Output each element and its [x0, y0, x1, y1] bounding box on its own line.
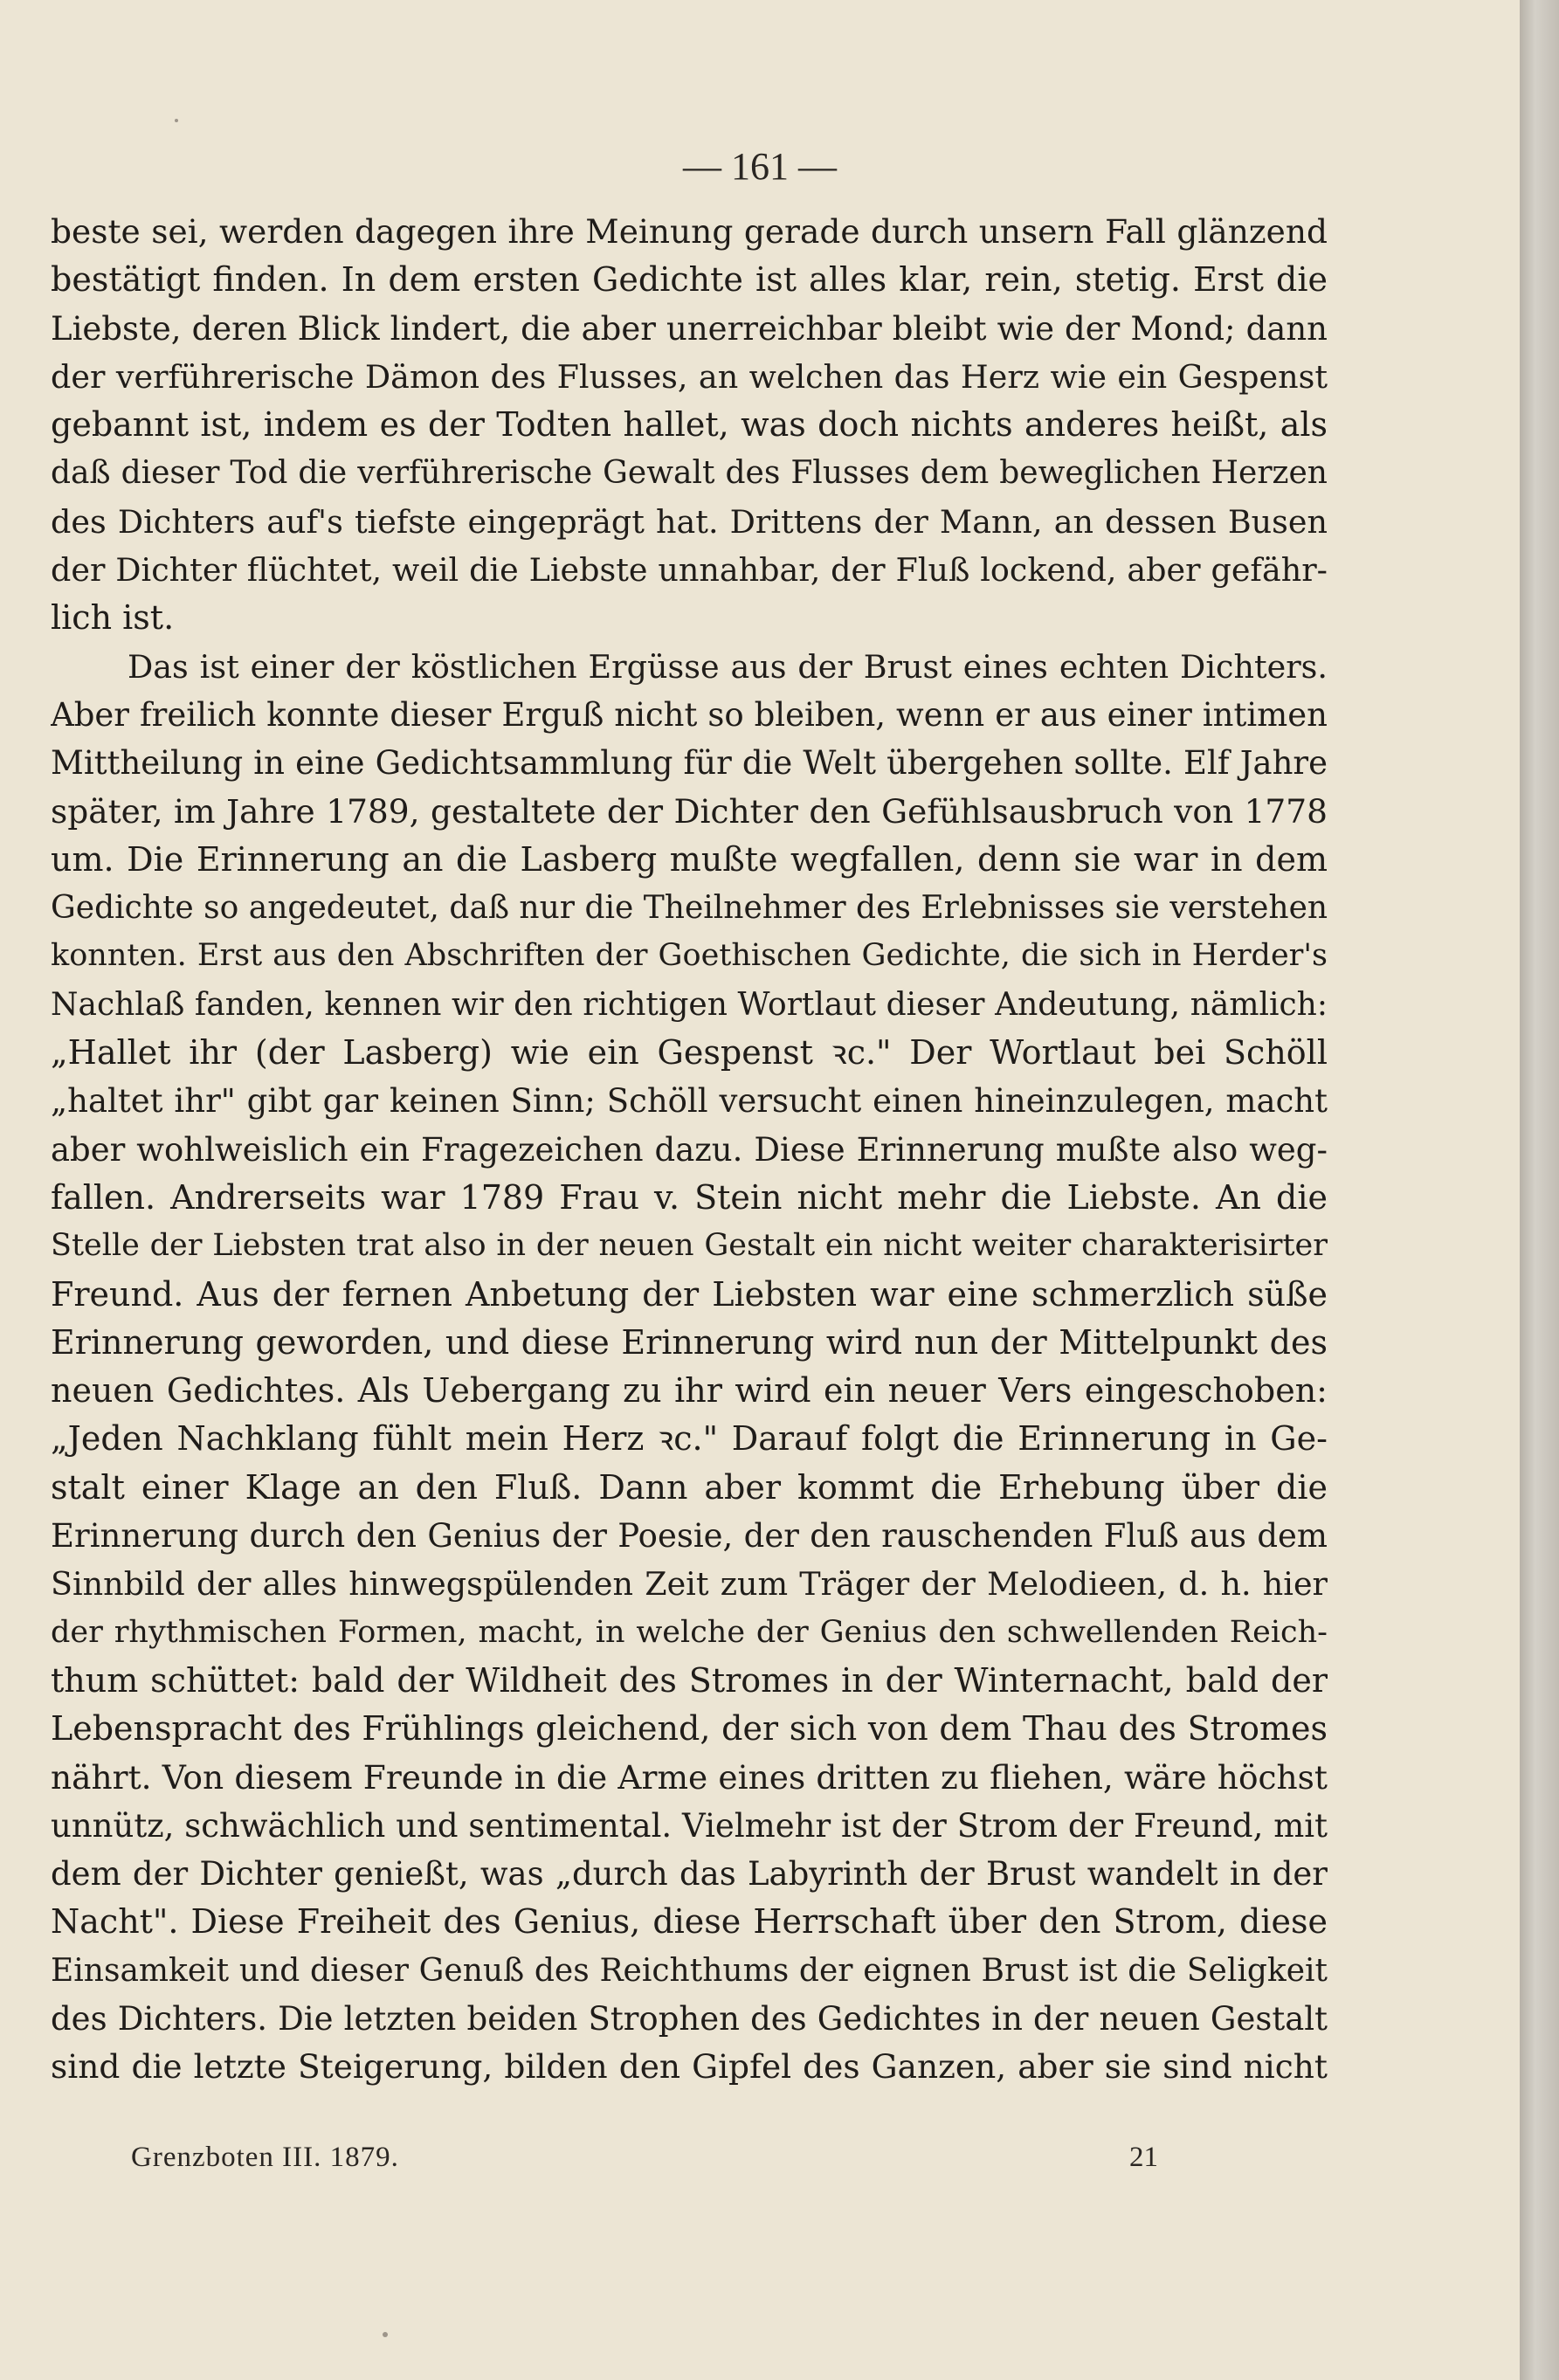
text-line: beste sei, werden dagegen ihre Meinung gerade durch unsern Fall glänzend [51, 212, 1328, 251]
paper-speck [383, 2332, 388, 2337]
text-line: des Dichters. Die letzten beiden Strophen des Gedichtes in der neuen Gestalt [51, 1999, 1328, 2038]
page-number-header: — 161 — [683, 145, 837, 188]
text-line: gebannt ist, indem es der Todten hallet, was doch nichts anderes heißt, als [51, 405, 1328, 445]
text-line: Liebste, deren Blick lindert, die aber unerreichbar bleibt wie der Mond; dann [51, 309, 1328, 348]
text-line: Stelle der Liebsten trat also in der neuen Gestalt ein nicht weiter charakterisirter [51, 1228, 1328, 1264]
text-line: Aber freilich konnte dieser Erguß nicht so bleiben, wenn er aus einer intimen [51, 695, 1328, 734]
sheet-number: 21 [1129, 2142, 1158, 2173]
body-text [51, 208, 1328, 2092]
text-line: der verführerische Dämon des Flusses, an welchen das Herz wie ein Gespenst [51, 357, 1328, 396]
text-line: sind die letzte Steigerung, bilden den Gipfel des Ganzen, aber sie sind nicht [51, 2047, 1328, 2087]
text-line: stalt einer Klage an den Fluß. Dann aber kommt die Erhebung über die [51, 1467, 1328, 1507]
text-line: später, im Jahre 1789, gestaltete der Dichter den Gefühlsausbruch von 1778 [51, 791, 1328, 831]
text-line: thum schüttet: bald der Wildheit des Stromes in der Winternacht, bald der [51, 1660, 1328, 1700]
text-line: dem der Dichter genießt, was „durch das Labyrinth der Brust wandelt in der [51, 1855, 1328, 1894]
text-line: des Dichters auf's tiefste eingeprägt hat. Drittens der Mann, an dessen Busen [51, 502, 1328, 541]
journal-signature: Grenzboten III. 1879. [131, 2142, 399, 2173]
text-line: Mittheilung in eine Gedichtsammlung für die Welt übergehen sollte. Elf Jahre [51, 744, 1328, 783]
text-line: der rhythmischen Formen, macht, in welche der Genius den schwellenden Reich- [51, 1614, 1328, 1650]
paper-speck [175, 119, 178, 122]
text-line: Sinnbild der alles hinwegspülenden Zeit zum Träger der Melodieen, d. h. hier [51, 1565, 1328, 1604]
text-line: daß dieser Tod die verführerische Gewalt des Flusses dem beweglichen Herzen [51, 455, 1328, 492]
text-line: Einsamkeit und dieser Genuß des Reichthums der eignen Brust ist die Seligkeit [51, 1952, 1328, 1989]
page-edge [1520, 0, 1559, 2380]
text-line: unnütz, schwächlich und sentimental. Vielmehr ist der Strom der Freund, mit [51, 1806, 1328, 1845]
text-line: „Hallet ihr (der Lasberg) wie ein Gespenst ꝛc." Der Wortlaut bei Schöll [51, 1033, 1328, 1073]
text-line: nährt. Von diesem Freunde in die Arme eines dritten zu fliehen, wäre höchst [51, 1757, 1328, 1797]
text-line: „haltet ihr" gibt gar keinen Sinn; Schöll versucht einen hineinzulegen, macht [51, 1082, 1328, 1121]
text-line: Das ist einer der köstlichen Ergüsse aus der Brust eines echten Dichters. [128, 647, 1328, 686]
text-line: konnten. Erst aus den Abschriften der Goethischen Gedichte, die sich in Herder's [51, 938, 1328, 974]
text-line: Nachlaß fanden, kennen wir den richtigen Wortlaut dieser Andeutung, nämlich: [51, 986, 1328, 1023]
text-line: „Jeden Nachklang fühlt mein Herz ꝛc." Darauf folgt die Erinnerung in Ge- [51, 1419, 1328, 1459]
text-line: der Dichter flüchtet, weil die Liebste unnahbar, der Fluß lockend, aber gefähr- [51, 551, 1328, 590]
text-line: Gedichte so angedeutet, daß nur die Theilnehmer des Erlebnisses sie verstehen [51, 890, 1328, 927]
text-line: lich ist. [51, 598, 175, 638]
text-line: Nacht". Diese Freiheit des Genius, diese Herrschaft über den Strom, diese [51, 1902, 1328, 1942]
text-line: fallen. Andrerseits war 1789 Frau v. Stein nicht mehr die Liebste. An die [51, 1177, 1328, 1217]
text-line: neuen Gedichtes. Als Uebergang zu ihr wird ein neuer Vers eingeschoben: [51, 1371, 1328, 1411]
text-line: Erinnerung durch den Genius der Poesie, der den rauschenden Fluß aus dem [51, 1517, 1328, 1556]
text-line: Lebenspracht des Frühlings gleichend, der sich von dem Thau des Stromes [51, 1709, 1328, 1749]
text-line: aber wohlweislich ein Fragezeichen dazu. Diese Erinnerung mußte also weg- [51, 1130, 1328, 1169]
text-line: Erinnerung geworden, und diese Erinnerung wird nun der Mittelpunkt des [51, 1322, 1328, 1362]
text-line: um. Die Erinnerung an die Lasberg mußte wegfallen, denn sie war in dem [51, 839, 1328, 879]
text-line: bestätigt finden. In dem ersten Gedichte ist alles klar, rein, stetig. Erst die [51, 260, 1328, 300]
text-line: Freund. Aus der fernen Anbetung der Liebsten war eine schmerzlich süße [51, 1274, 1328, 1314]
